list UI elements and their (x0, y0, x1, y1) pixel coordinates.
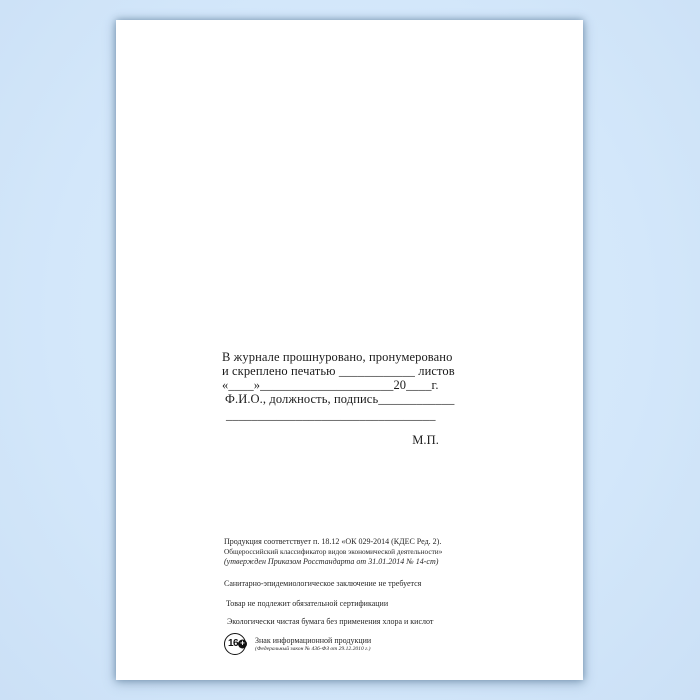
stamp-line-blank-rule: _________________________________ (226, 408, 436, 422)
lacing-seal-block (222, 350, 455, 447)
document-page (116, 20, 583, 680)
age-number: 16 (228, 638, 238, 649)
age-mark-row (224, 633, 454, 655)
product-standard-line-2: Общероссийский классификатор видов экономической деятельности» (224, 547, 443, 556)
stamp-line-date: «____»_____________________20____г. (222, 378, 439, 392)
age-rating-16-plus-icon (224, 633, 246, 655)
product-standard-line-3: (утвержден Приказом Росстандарта от 31.01.2014 № 14-ст) (224, 557, 439, 566)
product-standard-line-1: Продукция соответствует п. 18.12 «ОК 029-2014 (КДЕС Ред. 2). (224, 537, 442, 546)
certification-note: Товар не подлежит обязательной сертификации (226, 599, 389, 608)
stamp-line-name-position-signature: Ф.И.О., должность, подпись____________ (225, 392, 455, 406)
compliance-block (224, 537, 454, 655)
ecology-note: Экологически чистая бумага без применения хлора и кислот (227, 617, 434, 626)
stamp-line-laced: В журнале прошнуровано, пронумеровано (222, 350, 453, 364)
age-plus-badge: + (238, 640, 247, 649)
seal-place-abbr: М.П. (412, 433, 439, 447)
sanitary-note: Санитарно-эпидемиологическое заключение не требуется (224, 579, 422, 588)
stamp-line-sheets-count: и скреплено печатью ____________ листов (222, 364, 455, 378)
age-mark-label-group (255, 636, 371, 653)
age-mark-law-note: (Федеральный закон № 436-ФЗ от 29.12.2010 г.) (255, 645, 371, 652)
age-mark-label: Знак информационной продукции (255, 635, 372, 645)
